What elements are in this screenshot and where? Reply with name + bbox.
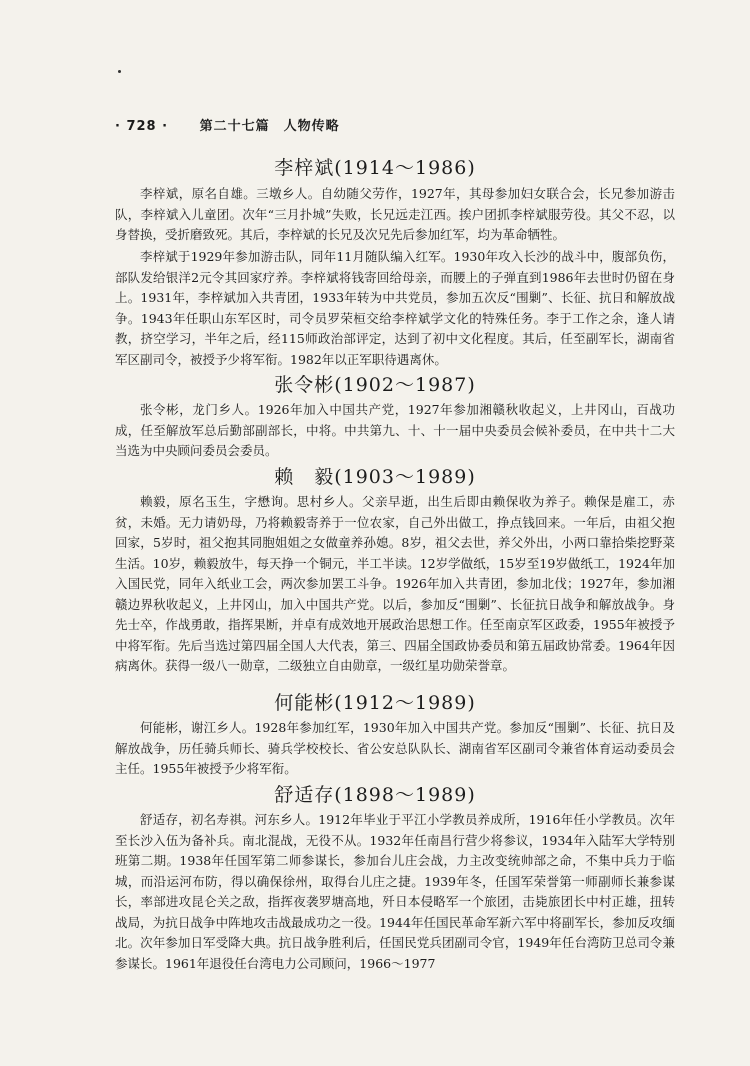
entry-title: 何能彬(1912～1989): [274, 692, 476, 714]
entry-title: 李梓斌(1914～1986): [274, 157, 476, 179]
entry-paragraph: 舒适存，初名寿祺。河东乡人。1912年毕业于平江小学教员养成所，1916年任小学教员。次年至长沙入伍为备补兵。南北混战，无役不从。1932年任南昌行营少将参议，1934年入陆军大学特别班第二期。1938年任国军第二师参谋长，参加台儿庄会战，力主改变统帅部之命，不集中兵力于临城，而沿运河布防，得以确保徐州，取得台儿庄之捷。1939年冬，任国军荣誉第一师副师长兼参谋长，率部进攻昆仑关之敌，指挥夜袭罗塘高地，歼日本侵略军一个旅团，击毙旅团长中村正雄，扭转战局，为抗日战争中阵地攻击战最成功之一役。1944年任国民革命军新六军中将副军长，参加反攻缅北。次年参加日军受降大典。抗日战争胜利后，任国民党兵团副司令官，1949年任台湾防卫总司令兼参谋长。1961年退役任台湾电力公司顾问，1966～1977: [115, 812, 675, 971]
entry-title: 赖 毅(1903～1989): [274, 466, 476, 488]
entry-paragraph: 赖毅，原名玉生，字懋询。思村乡人。父亲早逝，出生后即由赖保收为养子。赖保是雇工，赤贫，未婚。无力请奶母，乃将赖毅寄养于一位农家，自己外出做工，挣点钱回来。一年后，由祖父抱回家，5岁时，祖父抱其同胞姐姐之女做童养孙媳。8岁，祖父去世，养父外出，小两口靠拾柴挖野菜生活。10岁，赖毅放牛，每天挣一个铜元，半工半读。12岁学做纸，15岁至19岁做纸工，1924年加入国民党，同年入纸业工会，两次参加罢工斗争。1926年加入共青团，参加北伐；1927年，参加湘赣边界秋收起义，上井冈山，加入中国共产党。以后，参加反“围剿”、长征抗日战争和解放战争。身先士卒，作战勇敢，指挥果断，并卓有成效地开展政治思想工作。任至南京军区政委，1955年被授予中将军衔。先后当选过第四届全国人大代表，第三、四届全国政协委员和第五届政协常委。1964年因病离休。获得一级八一勋章，二级独立自由勋章，一级红星功勋荣誉章。: [115, 494, 675, 673]
entry-title: 舒适存(1898～1989): [274, 784, 476, 806]
entry-paragraph: 李梓斌于1929年参加游击队，同年11月随队编入红军。1930年攻入长沙的战斗中，腹部负伤，部队发给银洋2元令其回家疗养。李梓斌将钱寄回给母亲，而腰上的子弹直到1986年去世时仍留在身上。1931年，李梓斌加入共青团，1933年转为中共党员，参加五次反“围剿”、长征、抗日和解放战争。1943年任职山东军区时，司令员罗荣桓交给李梓斌学文化的特殊任务。李于工作之余，逢人请教，挤空学习，半年之后，经115师政治部评定，达到了初中文化程度。其后，任至副军长，湖南省军区副司令，被授予少将军衔。1982年以正军职待遇离休。: [115, 249, 675, 367]
entry-paragraph: 何能彬，谢江乡人。1928年参加红军，1930年加入中国共产党。参加反“围剿”、长征、抗日及解放战争，历任骑兵师长、骑兵学校校长、省公安总队队长、湖南省军区副司令兼省体育运动委员会主任。1955年被授予少将军衔。: [115, 720, 675, 776]
entry-paragraph: 张令彬，龙门乡人。1926年加入中国共产党，1927年参加湘赣秋收起义，上井冈山，百战功成，任至解放军总后勤部副部长，中将。中共第九、十、十一届中央委员会候补委员，在中共十二大当选为中央顾问委员会委员。: [115, 402, 675, 458]
section-title: 第二十七篇 人物传略: [199, 119, 340, 134]
page-number: · 728 ·: [115, 119, 169, 134]
scan-speck: [118, 70, 121, 73]
entry-paragraph: 李梓斌，原名自雄。三墩乡人。自幼随父劳作，1927年，其母参加妇女联合会，长兄参加游击队，李梓斌入儿童团。次年“三月扑城”失败，长兄远走江西。挨户团抓李梓斌服劳役。其父不忍，以身替换，受折磨致死。其后，李梓斌的长兄及次兄先后参加红军，均为革命牺牲。: [115, 186, 675, 242]
entry-title: 张令彬(1902～1987): [274, 374, 476, 396]
running-header: [115, 115, 675, 137]
